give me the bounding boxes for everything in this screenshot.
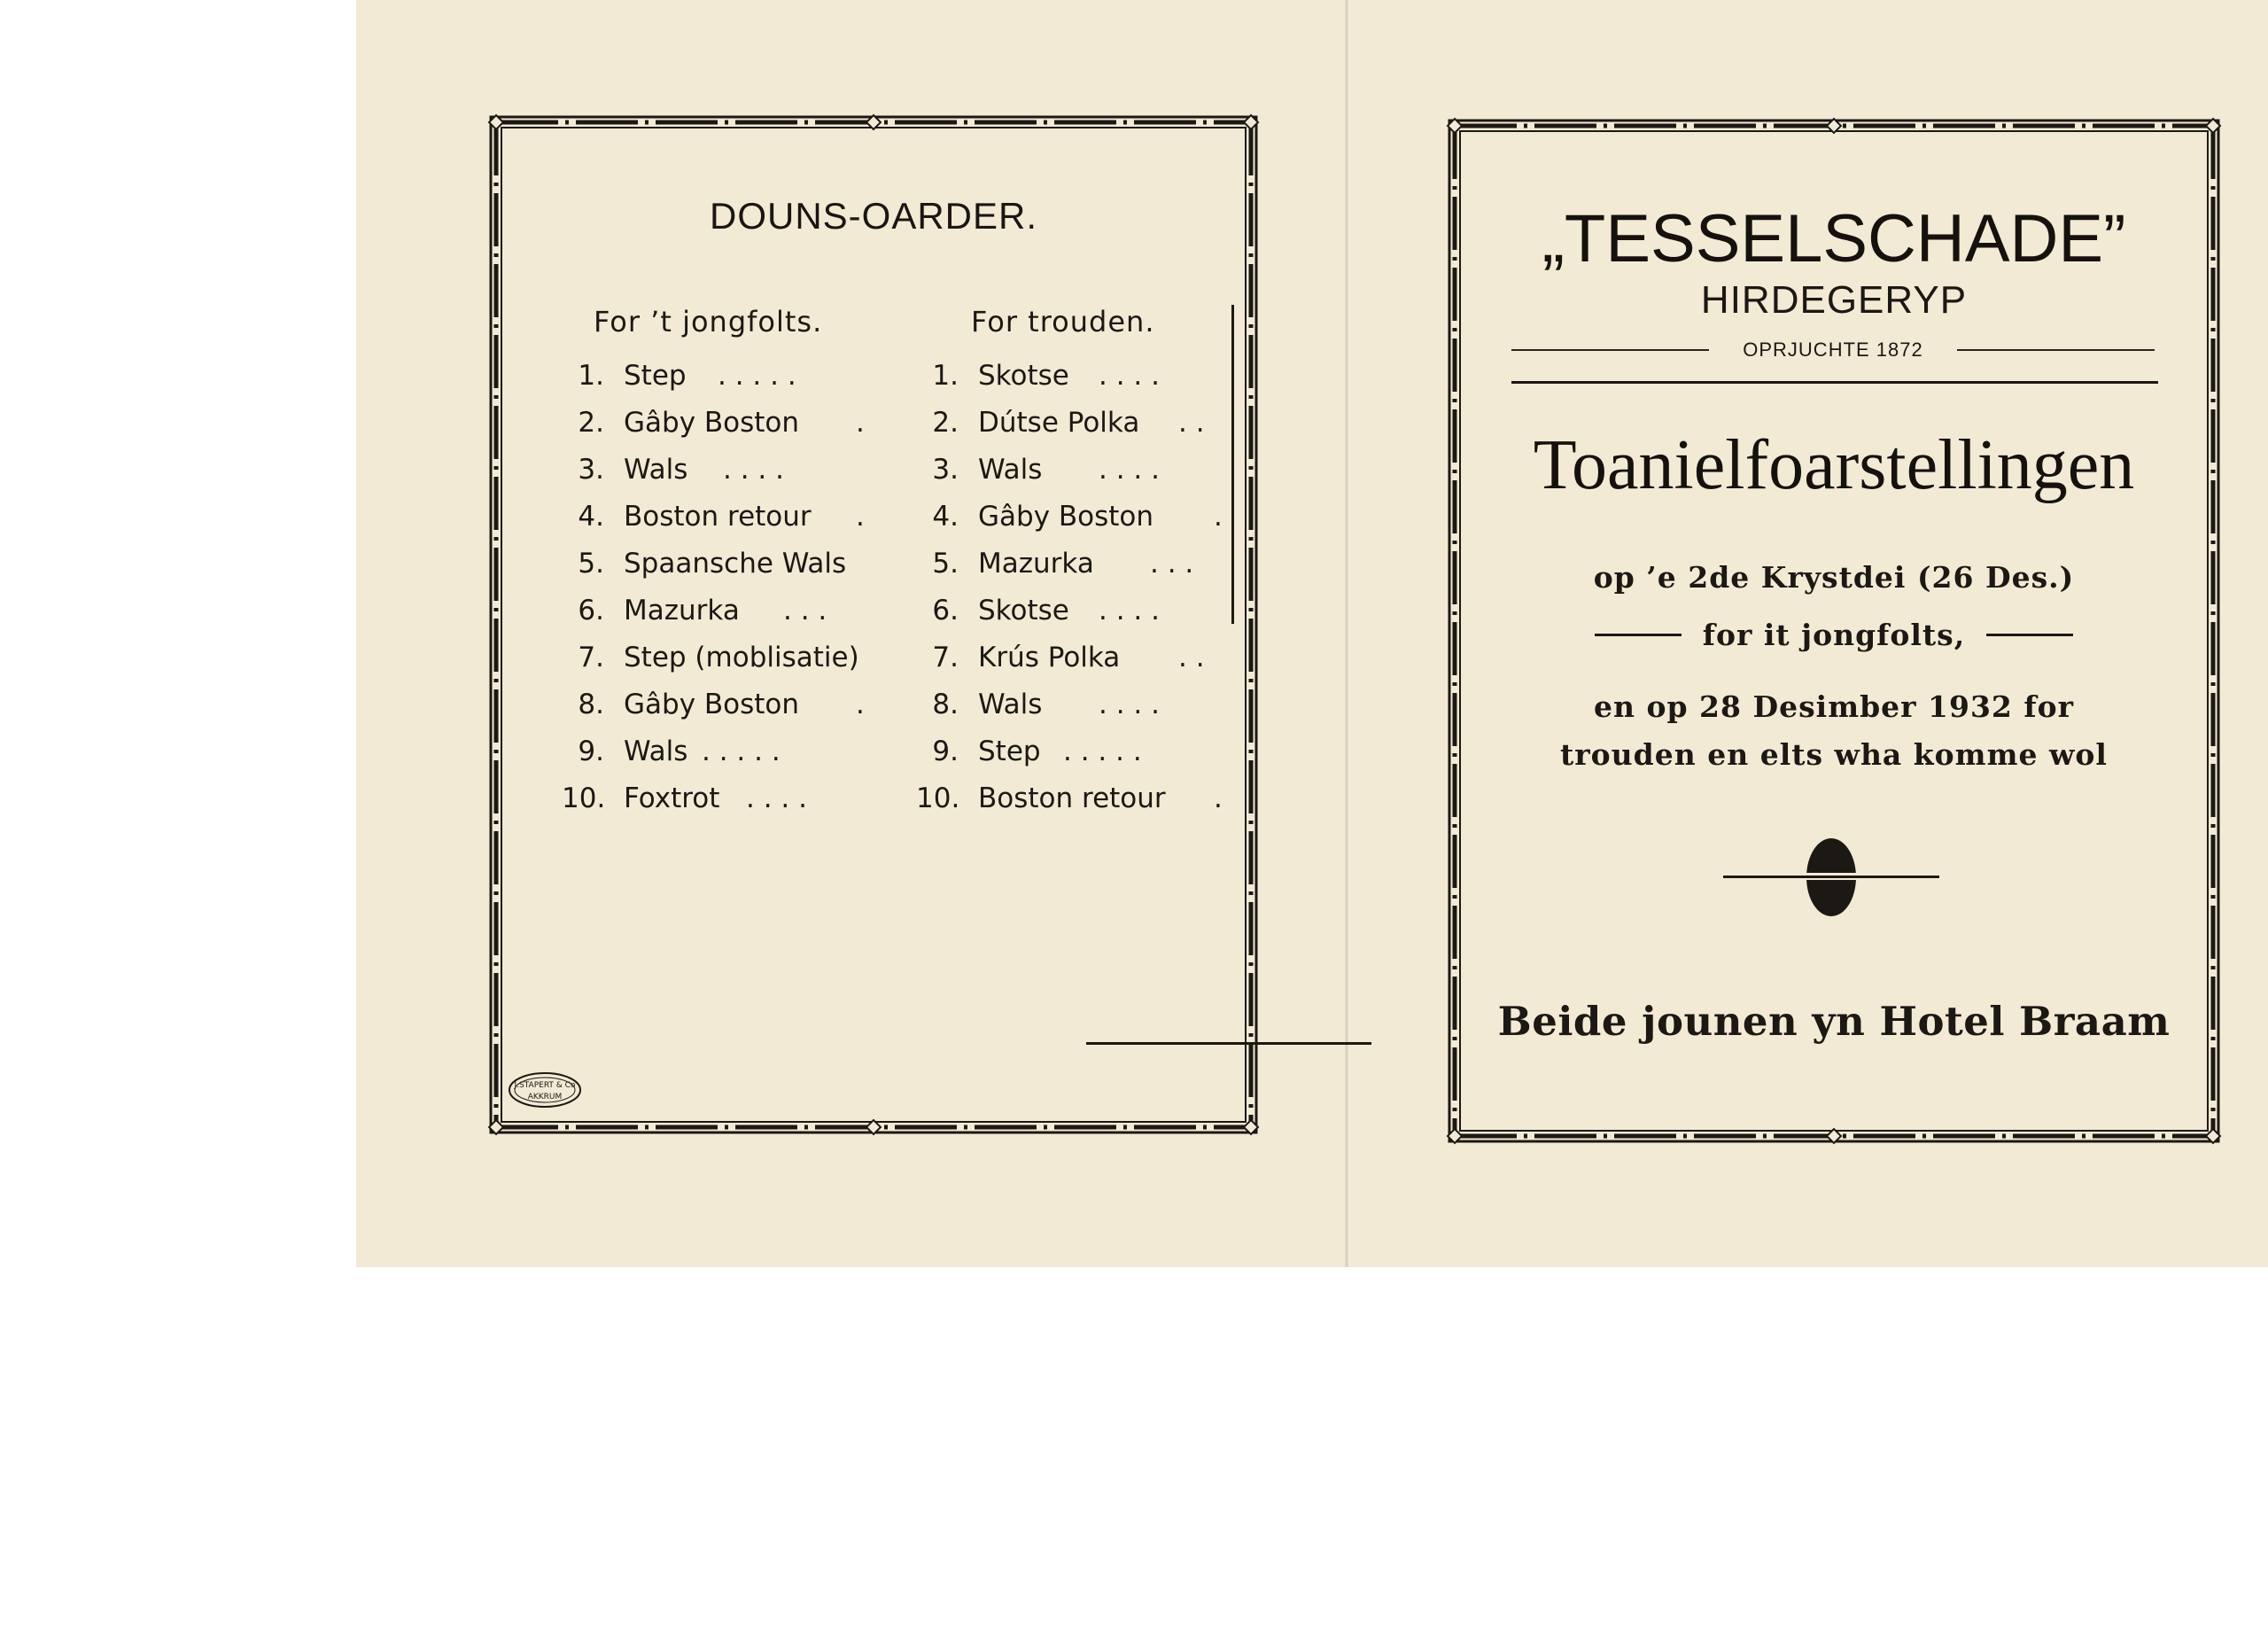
list-item: 3. Wals . . . .	[578, 454, 784, 486]
dash-right	[1986, 634, 2073, 636]
list-item: 7. Step (moblisatie)	[578, 642, 859, 673]
dance-order-panel	[484, 110, 1263, 1140]
list-item: 6. Skotse . . . .	[932, 595, 1160, 627]
list-item: 2. Gâby Boston .	[578, 407, 865, 439]
announcement-panel	[1442, 113, 2225, 1148]
program-sheet	[356, 0, 2268, 1267]
list-item: 3. Wals . . . .	[932, 454, 1160, 486]
header-rule	[1511, 381, 2158, 384]
printer-stamp	[507, 1070, 583, 1109]
list-item: 1. Step . . . . .	[578, 360, 796, 392]
list-item: 1. Skotse . . . .	[932, 360, 1160, 392]
ornament-icon	[1723, 835, 1939, 920]
dance-list-married	[916, 360, 1253, 829]
performances-title: Toanielfoarstellingen	[1533, 426, 2135, 504]
dance-list-youth	[562, 360, 881, 829]
stamp-line-1: J.STAPERT & Co	[514, 1081, 576, 1090]
founded-rule-right	[1957, 349, 2155, 351]
list-item: 4. Boston retour .	[578, 501, 865, 533]
stamp-line-2: AKKRUM	[527, 1093, 563, 1101]
performance-line-4: trouden en elts wha komme wol	[1560, 737, 2108, 772]
performance-line-2-row	[1442, 615, 2225, 654]
column-heading-youth: For ’t jongfolts.	[594, 305, 823, 339]
list-item: 4. Gâby Boston .	[932, 501, 1223, 533]
dash-left	[1595, 634, 1682, 636]
performance-line-2: for it jongfolts,	[1702, 617, 1966, 652]
performance-line-3: en op 28 Desimber 1932 for	[1594, 689, 2074, 724]
performance-line-1: op ’e 2de Krystdei (26 Des.)	[1593, 560, 2075, 595]
column-heading-married: For trouden.	[971, 305, 1155, 339]
center-fold	[1345, 0, 1348, 1267]
list-item: 9. Step . . . . .	[932, 735, 1142, 767]
list-item: 5. Spaansche Wals	[578, 548, 847, 580]
list-item: 10. Foxtrot . . . .	[562, 782, 807, 814]
venue-text: Beide jounen yn Hotel Braam	[1497, 998, 2171, 1045]
founded-row	[1511, 337, 2155, 363]
list-item: 5. Mazurka . . .	[932, 548, 1194, 580]
list-item: 10. Boston retour .	[916, 782, 1223, 814]
founded-rule-left	[1511, 349, 1709, 351]
club-place: HIRDEGERYP	[1700, 278, 1968, 322]
founded-text: OPRJUCHTE 1872	[1743, 339, 1923, 361]
list-item: 8. Wals . . . .	[932, 689, 1160, 720]
list-item: 7. Krús Polka . .	[932, 642, 1205, 673]
closing-rule	[1086, 1042, 1371, 1045]
list-item: 9. Wals . . . . .	[578, 735, 781, 767]
dance-order-title: DOUNS-OARDER.	[709, 195, 1038, 237]
list-item: 2. Dútse Polka . .	[932, 407, 1205, 439]
list-item: 6. Mazurka . . .	[578, 595, 827, 627]
club-name: „TESSELSCHADE”	[1542, 201, 2126, 276]
list-item: 8. Gâby Boston .	[578, 689, 865, 720]
